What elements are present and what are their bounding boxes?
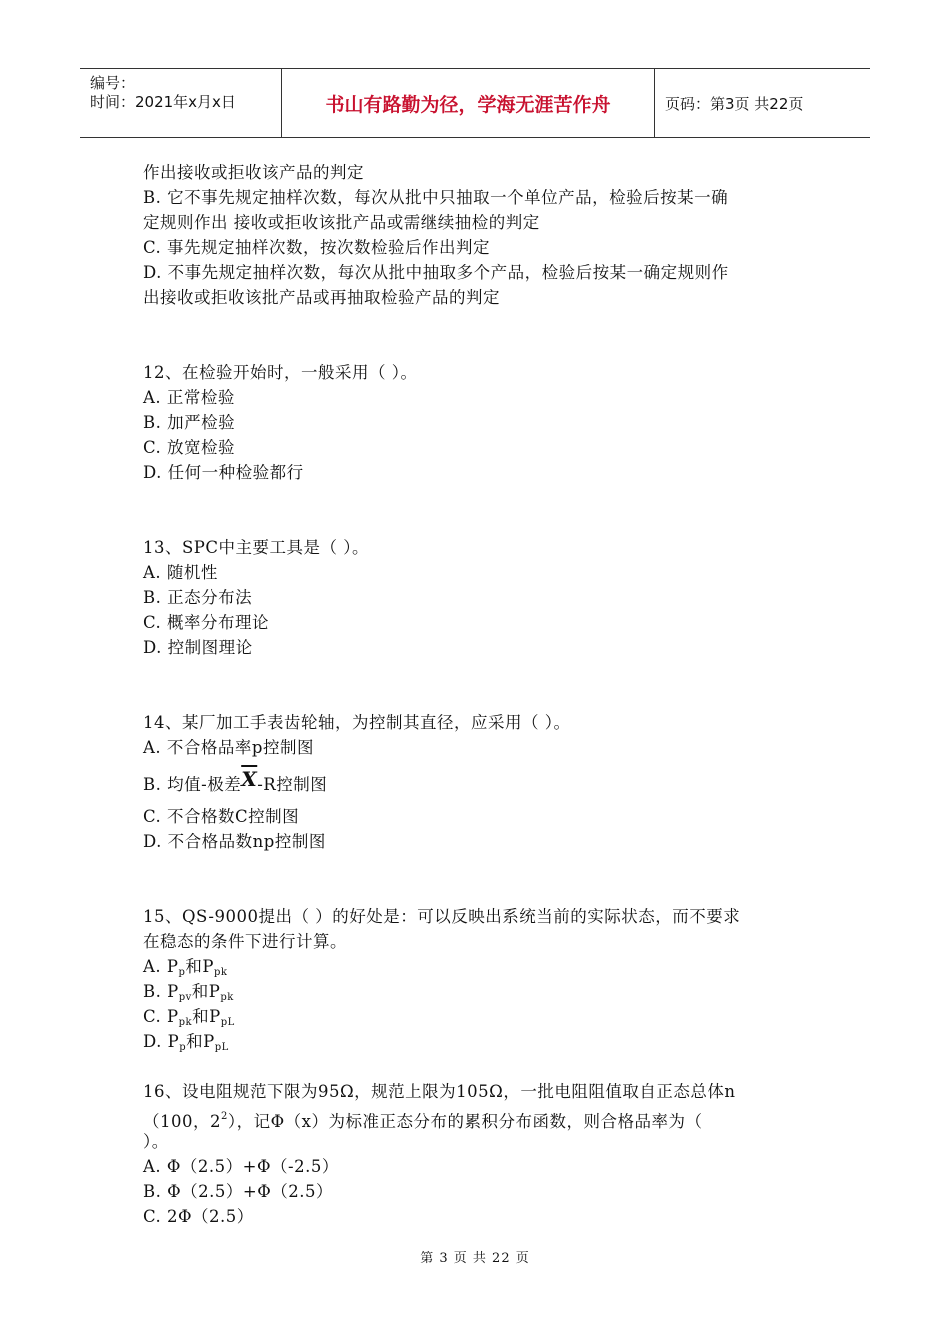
q16-option-c: C. 2Φ（2.5） bbox=[143, 1207, 254, 1226]
q13-stem: 13、SPC中主要工具是（ ）。 bbox=[143, 538, 370, 557]
q16-stem-line2 bbox=[143, 1104, 813, 1129]
number-label: 编号： bbox=[90, 74, 136, 92]
subscript: p bbox=[179, 1042, 187, 1053]
superscript: 2 bbox=[221, 1111, 228, 1122]
q12-option-c: C. 放宽检验 bbox=[143, 438, 236, 457]
spacer bbox=[143, 854, 813, 904]
page-footer: 第 3 页 共 22 页 bbox=[420, 1251, 530, 1266]
time-label: 时间：2021年x月x日 bbox=[90, 93, 236, 111]
opt-text: 和P bbox=[191, 982, 221, 1001]
q14-option-b-suffix: -R控制图 bbox=[257, 775, 328, 794]
q12-option-a: A. 正常检验 bbox=[143, 388, 235, 407]
q16-stem-text: ），记Φ（x）为标准正态分布的累积分布函数，则合格品率为（ bbox=[227, 1112, 703, 1131]
q11-option-d-line2: 出接收或拒收该批产品或再抽取检验产品的判定 bbox=[143, 288, 500, 307]
q15-option-b bbox=[143, 979, 813, 1004]
q13-option-c: C. 概率分布理论 bbox=[143, 613, 270, 632]
q14-option-c: C. 不合格数C控制图 bbox=[143, 807, 300, 826]
q15-option-a bbox=[143, 954, 813, 979]
q15-stem-line2: 在稳态的条件下进行计算。 bbox=[143, 932, 347, 951]
spacer bbox=[143, 660, 813, 710]
opt-text: C. P bbox=[143, 1007, 179, 1026]
q13-option-a: A. 随机性 bbox=[143, 563, 218, 582]
q11-option-b-line2: 定规则作出 接收或拒收该批产品或需继续抽检的判定 bbox=[143, 213, 540, 232]
q11-option-d-line1: D. 不事先规定抽样次数，每次从批中抽取多个产品，检验后按某一确定规则作 bbox=[143, 263, 729, 282]
opt-text: D. P bbox=[143, 1032, 180, 1051]
motto-text: 书山有路勤为径，学海无涯苦作舟 bbox=[325, 93, 611, 116]
q16-stem-line1: 16、设电阻规范下限为95Ω，规范上限为105Ω，一批电阻阻值取自正态总体n bbox=[143, 1082, 736, 1101]
opt-text: 和P bbox=[186, 1032, 215, 1051]
q16-option-a: A. Φ（2.5）+Φ（-2.5） bbox=[143, 1157, 339, 1176]
header-meta-cell bbox=[80, 69, 282, 137]
subscript: pk bbox=[214, 967, 228, 978]
x-bar-symbol: $\overline{X}$ bbox=[241, 767, 258, 791]
q16-option-b: B. Φ（2.5）+Φ（2.5） bbox=[143, 1182, 333, 1201]
opt-text: A. P bbox=[143, 957, 179, 976]
q11-cont-line: 作出接收或拒收该产品的判定 bbox=[143, 163, 364, 182]
q12-option-d: D. 任何一种检验都行 bbox=[143, 463, 304, 482]
q15-stem-line1: 15、QS-9000提出（ ）的好处是：可以反映出系统当前的实际状态，而不要求 bbox=[143, 907, 741, 926]
q14-stem: 14、某厂加工手表齿轮轴，为控制其直径，应采用（ ）。 bbox=[143, 713, 571, 732]
document-body bbox=[143, 160, 813, 1229]
opt-text: B. P bbox=[143, 982, 179, 1001]
q16-stem-line3: ）。 bbox=[143, 1132, 169, 1151]
q13-option-d: D. 控制图理论 bbox=[143, 638, 253, 657]
q14-option-b-text: B. 均值-极差 bbox=[143, 775, 242, 794]
q12-option-b: B. 加严检验 bbox=[143, 413, 236, 432]
q16-stem-text: （100，2 bbox=[143, 1112, 221, 1131]
opt-text: 和P bbox=[192, 1007, 221, 1026]
subscript: pL bbox=[214, 1042, 229, 1053]
page-info: 页码：第3页 共22页 bbox=[665, 94, 804, 113]
subscript: pk bbox=[178, 1017, 193, 1028]
subscript: p bbox=[178, 967, 186, 978]
q15-option-c bbox=[143, 1004, 813, 1029]
spacer bbox=[143, 485, 813, 535]
spacer bbox=[143, 1054, 813, 1079]
opt-text: 和P bbox=[185, 957, 215, 976]
q15-option-d bbox=[143, 1029, 813, 1054]
q11-option-c: C. 事先规定抽样次数，按次数检验后作出判定 bbox=[143, 238, 491, 257]
q14-option-b bbox=[143, 760, 813, 800]
q11-option-b-line1: B. 它不事先规定抽样次数，每次从批中只抽取一个单位产品，检验后按某一确 bbox=[143, 188, 729, 207]
q14-option-a: A. 不合格品率p控制图 bbox=[143, 738, 314, 757]
q13-option-b: B. 正态分布法 bbox=[143, 588, 253, 607]
header-table bbox=[80, 68, 870, 138]
subscript: pv bbox=[178, 992, 192, 1003]
q12-stem: 12、在检验开始时，一般采用（ ）。 bbox=[143, 363, 418, 382]
subscript: pk bbox=[220, 992, 234, 1003]
header-motto-cell bbox=[282, 69, 655, 137]
q14-option-d: D. 不合格品数np控制图 bbox=[143, 832, 326, 851]
spacer bbox=[143, 310, 813, 360]
subscript: pL bbox=[220, 1017, 235, 1028]
